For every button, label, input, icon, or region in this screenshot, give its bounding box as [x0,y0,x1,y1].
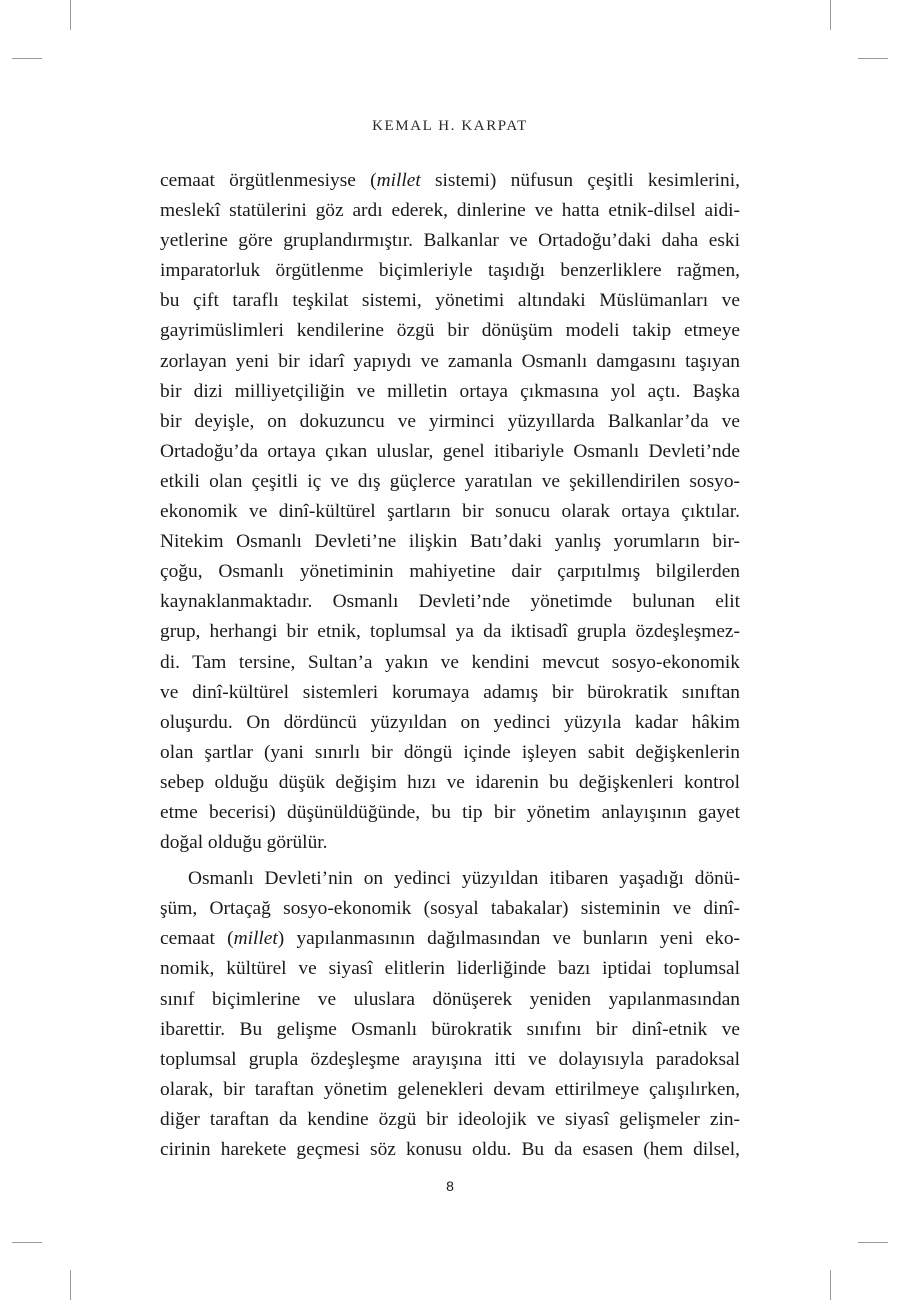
text-line [160,678,740,708]
text-run: Nitekim Osmanlı Devleti’ne ilişkin Batı’daki yanlış yorumların bir- [160,531,740,553]
text-run: di. Tam tersine, Sultan’a yakın ve kendini mevcut sosyo-ekonomik [160,651,740,673]
running-head: KEMAL H. KARPAT [372,118,528,134]
text-line [160,1045,740,1075]
text-run: cirinin harekete geçmesi söz konusu oldu. Bu da esasen (hem dilsel, [160,1139,740,1160]
text-line [160,924,740,954]
text-run: bu çift taraflı teşkilat sistemi, yönetimi altındaki Müslümanları ve [160,290,740,312]
paragraph-2 [160,864,740,1165]
crop-mark-bottom-right [830,1270,831,1300]
crop-mark-top-right [830,0,831,30]
text-line [160,828,740,858]
text-run: cemaat örgütlenmesiyse ( [160,170,377,191]
text-run: ) yapılanmasının dağılmasından ve bunların yeni eko- [277,928,740,950]
text-run: sistemi) nüfusun çeşitli kesimlerini, [420,170,740,191]
text-run: gayrimüslimleri kendilerine özgü bir dönüşüm modeli takip etmeye [160,320,740,342]
text-run: etkili olan çeşitli iç ve dış güçlerce yaratılan ve şekillendirilen sosyo- [160,470,740,492]
text-line [160,798,740,828]
text-line [160,1075,740,1105]
crop-mark-left-top [12,58,42,59]
text-line [160,527,740,557]
text-line [160,557,740,587]
text-run: diğer taraftan da kendine özgü bir ideolojik ve siyasî gelişmeler zin- [160,1108,740,1130]
text-run: oluşurdu. On dördüncü yüzyıldan on yedinci yüzyıla kadar hâkim [160,711,740,733]
text-run: olarak, bir taraftan yönetim gelenekleri devam ettirilmeye çalışılırken, [160,1078,740,1100]
text-run: nomik, kültürel ve siyasî elitlerin liderliğinde bazı iptidai toplumsal [160,958,740,980]
text-run: meslekî statülerini göz ardı ederek, dinlerine ve hatta etnik-dilsel aidi- [160,200,740,222]
text-line [160,316,740,346]
text-line [160,894,740,924]
text-run: imparatorluk örgütlenme biçimleriyle taşıdığı benzerliklere rağmen, [160,260,740,282]
text-line [160,166,740,196]
text-line [160,648,740,678]
text-line [160,256,740,286]
text-run: sınıf biçimlerine ve uluslara dönüşerek yeniden yapılanmasından [160,988,740,1010]
text-run: olan şartlar (yani sınırlı bir döngü içinde işleyen sabit değişkenlerin [160,741,740,763]
text-line [160,226,740,256]
text-line [160,864,740,894]
text-run: yetlerine göre gruplandırmıştır. Balkanlar ve Ortadoğu’daki daha eski [160,230,740,252]
text-line [160,1135,740,1165]
body-text [160,166,740,1165]
text-run: çoğu, Osmanlı yönetiminin mahiyetine dair çarpıtılmış bilgilerden [160,561,740,583]
text-run: şüm, Ortaçağ sosyo-ekonomik (sosyal tabakalar) sisteminin ve dinî- [160,898,740,920]
crop-mark-right-top [858,58,888,59]
text-line [160,347,740,377]
text-line [160,467,740,497]
text-line [160,768,740,798]
text-run: ve dinî-kültürel sistemleri korumaya adamış bir bürokratik sınıftan [160,681,740,703]
text-line [160,617,740,647]
text-line [160,407,740,437]
text-line [160,196,740,226]
text-run: kaynaklanmaktadır. Osmanlı Devleti’nde yönetimde bulunan elit [160,591,740,613]
text-run: bir deyişle, on dokuzuncu ve yirminci yüzyıllarda Balkanlar’da ve [160,410,740,432]
italic-term: millet [376,170,421,191]
text-line [160,437,740,467]
text-run: bir dizi milliyetçiliğin ve milletin ortaya çıkmasına yol açtı. Başka [160,380,740,402]
text-line [160,985,740,1015]
text-line [160,286,740,316]
crop-mark-left-bottom [12,1242,42,1243]
crop-mark-top-left [70,0,71,30]
text-line [160,1015,740,1045]
text-line [160,587,740,617]
text-run: Ortadoğu’da ortaya çıkan uluslar, genel itibariyle Osmanlı Devleti’nde [160,440,740,462]
text-line [160,497,740,527]
text-line [160,708,740,738]
page-number: 8 [446,1178,454,1194]
text-run: doğal olduğu görülür. [160,832,328,854]
text-run: toplumsal grupla özdeşleşme arayışına itti ve dolayısıyla paradoksal [160,1048,740,1070]
text-run: ibarettir. Bu gelişme Osmanlı bürokratik sınıfını bir dinî-etnik ve [160,1018,740,1040]
paragraph-1 [160,166,740,858]
crop-mark-bottom-left [70,1270,71,1300]
text-run: cemaat ( [160,928,234,950]
text-run: grup, herhangi bir etnik, toplumsal ya da iktisadî grupla özdeşleşmez- [160,621,740,643]
text-line [160,954,740,984]
italic-term: millet [233,928,278,950]
text-run: zorlayan yeni bir idarî yapıydı ve zamanla Osmanlı damgasını taşıyan [160,350,740,372]
text-run: sebep olduğu düşük değişim hızı ve idarenin bu değişkenleri kontrol [160,771,740,793]
text-line [160,377,740,407]
crop-mark-right-bottom [858,1242,888,1243]
text-run: Osmanlı Devleti’nin on yedinci yüzyıldan itibaren yaşadığı dönü- [188,868,740,890]
text-run: ekonomik ve dinî-kültürel şartların bir sonucu olarak ortaya çıktılar. [160,501,740,523]
text-line [160,1105,740,1135]
text-run: etme becerisi) düşünüldüğünde, bu tip bir yönetim anlayışının gayet [160,801,740,823]
text-line [160,738,740,768]
